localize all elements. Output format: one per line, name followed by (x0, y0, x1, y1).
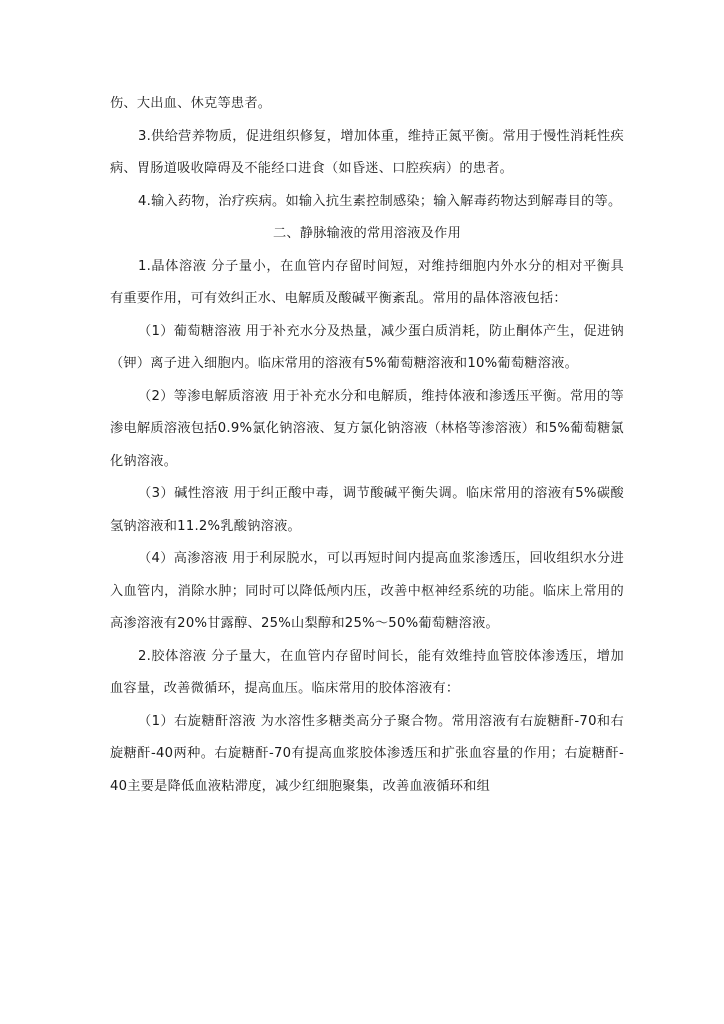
paragraph-hypertonic: （4）高渗溶液 用于利尿脱水，可以再短时间内提高血浆渗透压，回收组织水分进入血管内，消除水肿；同时可以降低颅内压，改善中枢神经系统的功能。临床上常用的高渗溶液有20%甘露醇、25%山梨醇和25%～50%葡萄糖溶液。 (110, 551, 624, 631)
paragraph-alkaline: （3）碱性溶液 用于纠正酸中毒，调节酸碱平衡失调。临床常用的溶液有5%碳酸氢钠溶液和11.2%乳酸钠溶液。 (110, 486, 624, 534)
paragraph-glucose: （1）葡萄糖溶液 用于补充水分及热量，减少蛋白质消耗，防止酮体产生，促进钠（钾）离子进入细胞内。临床常用的溶液有5%葡萄糖溶液和10%葡萄糖溶液。 (110, 323, 624, 371)
paragraph-crystalloid: 1.晶体溶液 分子量小，在血管内存留时间短，对维持细胞内外水分的相对平衡具有重要作用，可有效纠正水、电解质及酸碱平衡紊乱。常用的晶体溶液包括： (110, 258, 624, 306)
paragraph-continuation: 伤、大出血、休克等患者。 (110, 96, 272, 111)
paragraph-item-4: 4.输入药物，治疗疾病。如输入抗生素控制感染；输入解毒药物达到解毒目的等。 (138, 193, 622, 209)
paragraph-item-3: 3.供给营养物质，促进组织修复，增加体重，维持正氮平衡。常用于慢性消耗性疾病、胃肠道吸收障碍及不能经口进食（如昏迷、口腔疾病）的患者。 (110, 128, 624, 176)
paragraph-isotonic: （2）等渗电解质溶液 用于补充水分和电解质，维持体液和渗透压平衡。常用的等渗电解质溶液包括0.9%氯化钠溶液、复方氯化钠溶液（林格等渗溶液）和5%葡萄糖氯化钠溶液。 (110, 388, 624, 469)
paragraph-colloid: 2.胶体溶液 分子量大，在血管内存留时间长，能有效维持血管胶体渗透压，增加血容量，改善微循环，提高血压。临床常用的胶体溶液有： (110, 648, 624, 696)
section-heading: 二、静脉输液的常用溶液及作用 (272, 226, 462, 241)
paragraph-dextran: （1）右旋糖酐溶液 为水溶性多糖类高分子聚合物。常用溶液有右旋糖酐-70和右旋糖酐-40两种。右旋糖酐-70有提高血浆胶体渗透压和扩张血容量的作用；右旋糖酐-40主要是降低血液粘滞度，减少红细胞聚集，改善血液循环和组 (110, 713, 624, 794)
body-text (110, 88, 624, 803)
